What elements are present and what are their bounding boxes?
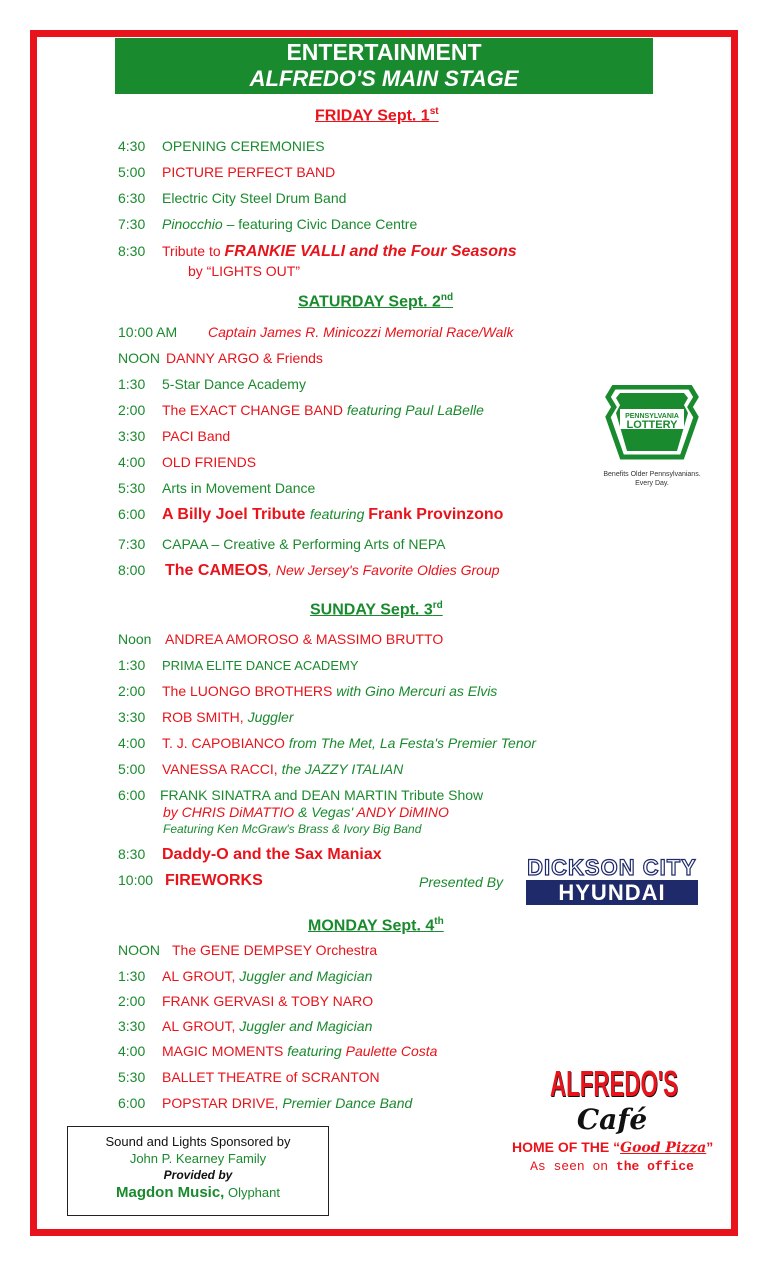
list-item: 6:00 FRANK SINATRA and DEAN MARTIN Tribute Show	[118, 787, 484, 803]
day-friday: FRIDAY Sept. 1st	[315, 106, 439, 125]
list-item: NOON DANNY ARGO & Friends	[118, 350, 323, 366]
day-monday: MONDAY Sept. 4th	[308, 916, 444, 935]
list-item: 4:00 T. J. CAPOBIANCO from The Met, La Festa's Premier Tenor	[118, 735, 537, 751]
lottery-tagline2: Every Day.	[635, 480, 669, 487]
lottery-line2: LOTTERY	[626, 419, 678, 431]
list-item: 8:00 The CAMEOS, New Jersey's Favorite Oldies Group	[118, 562, 500, 579]
hyundai-logo-line2: HYUNDAI	[526, 880, 698, 905]
list-item: 3:30 ROB SMITH, Juggler	[118, 709, 294, 725]
sponsor-line2: John P. Kearney Family	[129, 1151, 267, 1166]
list-item: 5:00 PICTURE PERFECT BAND	[118, 164, 336, 180]
list-item: 1:30 AL GROUT, Juggler and Magician	[118, 968, 373, 984]
list-item: 6:00 POPSTAR DRIVE, Premier Dance Band	[118, 1095, 413, 1111]
list-item: 8:30 Tribute to FRANKIE VALLI and the Four Seasons	[118, 243, 517, 260]
sponsor-line1: Sound and Lights Sponsored by	[105, 1134, 291, 1149]
cafe-logo-seen: As seen on the office	[530, 1159, 694, 1174]
list-item: 5:00 VANESSA RACCI, the JAZZY ITALIAN	[118, 761, 404, 777]
list-item: 3:30 AL GROUT, Juggler and Magician	[118, 1018, 373, 1034]
list-item: 7:30 Pinocchio – featuring Civic Dance Centre	[118, 216, 418, 232]
list-item: 2:00 FRANK GERVASI & TOBY NARO	[118, 993, 374, 1009]
dickson-city-hyundai-logo	[526, 856, 698, 906]
day-sunday: SUNDAY Sept. 3rd	[310, 600, 443, 619]
list-item: 4:00 MAGIC MOMENTS featuring Paulette Costa	[118, 1043, 438, 1059]
alfredos-cafe-logo	[512, 1065, 712, 1205]
list-item: 4:00 OLD FRIENDS	[118, 454, 257, 470]
list-item: 2:00 The LUONGO BROTHERS with Gino Mercuri as Elvis	[118, 683, 498, 699]
list-item: Noon ANDREA AMOROSO & MASSIMO BRUTTO	[118, 631, 444, 647]
cafe-logo-name: ALFREDO'S	[550, 1063, 679, 1104]
list-item: 6:30 Electric City Steel Drum Band	[118, 190, 347, 206]
lottery-tagline1: Benefits Older Pennsylvanians.	[603, 471, 701, 478]
list-item: 10:00 FIREWORKS	[118, 872, 263, 889]
sponsor-box	[67, 1126, 329, 1216]
presented-by: Presented By	[419, 874, 504, 890]
list-item: 3:30 PACI Band	[118, 428, 231, 444]
lottery-line1: PENNSYLVANIA	[625, 413, 679, 420]
list-item: 10:00 AM Captain James R. Minicozzi Memorial Race/Walk	[118, 324, 514, 340]
cafe-logo-cafe: Café	[576, 1103, 648, 1136]
poster-header	[115, 38, 653, 94]
list-item: 6:00 A Billy Joel Tribute featuring Frank Provinzono	[118, 506, 504, 523]
list-item: 5:30 BALLET THEATRE of SCRANTON	[118, 1069, 380, 1085]
list-item-sub: by “LIGHTS OUT”	[188, 263, 301, 279]
header-title: ENTERTAINMENT	[286, 39, 482, 65]
pennsylvania-lottery-logo	[600, 385, 704, 495]
list-item: 5:30 Arts in Movement Dance	[118, 480, 316, 496]
list-item: 4:30 OPENING CEREMONIES	[118, 138, 325, 154]
list-item-note: Featuring Ken McGraw's Brass & Ivory Big Band	[163, 822, 422, 836]
list-item: 2:00 The EXACT CHANGE BAND featuring Paul LaBelle	[118, 402, 484, 418]
list-item: 7:30 CAPAA – Creative & Performing Arts of NEPA	[118, 536, 446, 552]
cafe-logo-tagline: HOME OF THE “Good Pizza”	[512, 1139, 714, 1156]
sponsor-line3: Provided by	[163, 1168, 233, 1182]
day-saturday: SATURDAY Sept. 2nd	[298, 292, 454, 311]
list-item: 8:30 Daddy-O and the Sax Maniax	[118, 846, 382, 863]
list-item: 1:30 PRIMA ELITE DANCE ACADEMY	[118, 657, 359, 673]
list-item-sub: by CHRIS DiMATTIO & Vegas' ANDY DiMINO	[163, 804, 449, 820]
list-item: NOON The GENE DEMPSEY Orchestra	[118, 942, 378, 958]
header-subtitle: ALFREDO'S MAIN STAGE	[249, 66, 519, 91]
sponsor-line4: Magdon Music, Olyphant	[116, 1184, 280, 1201]
keystone-icon	[600, 385, 704, 465]
hyundai-logo-line1: DICKSON CITY	[527, 855, 697, 880]
list-item: 1:30 5-Star Dance Academy	[118, 376, 306, 392]
